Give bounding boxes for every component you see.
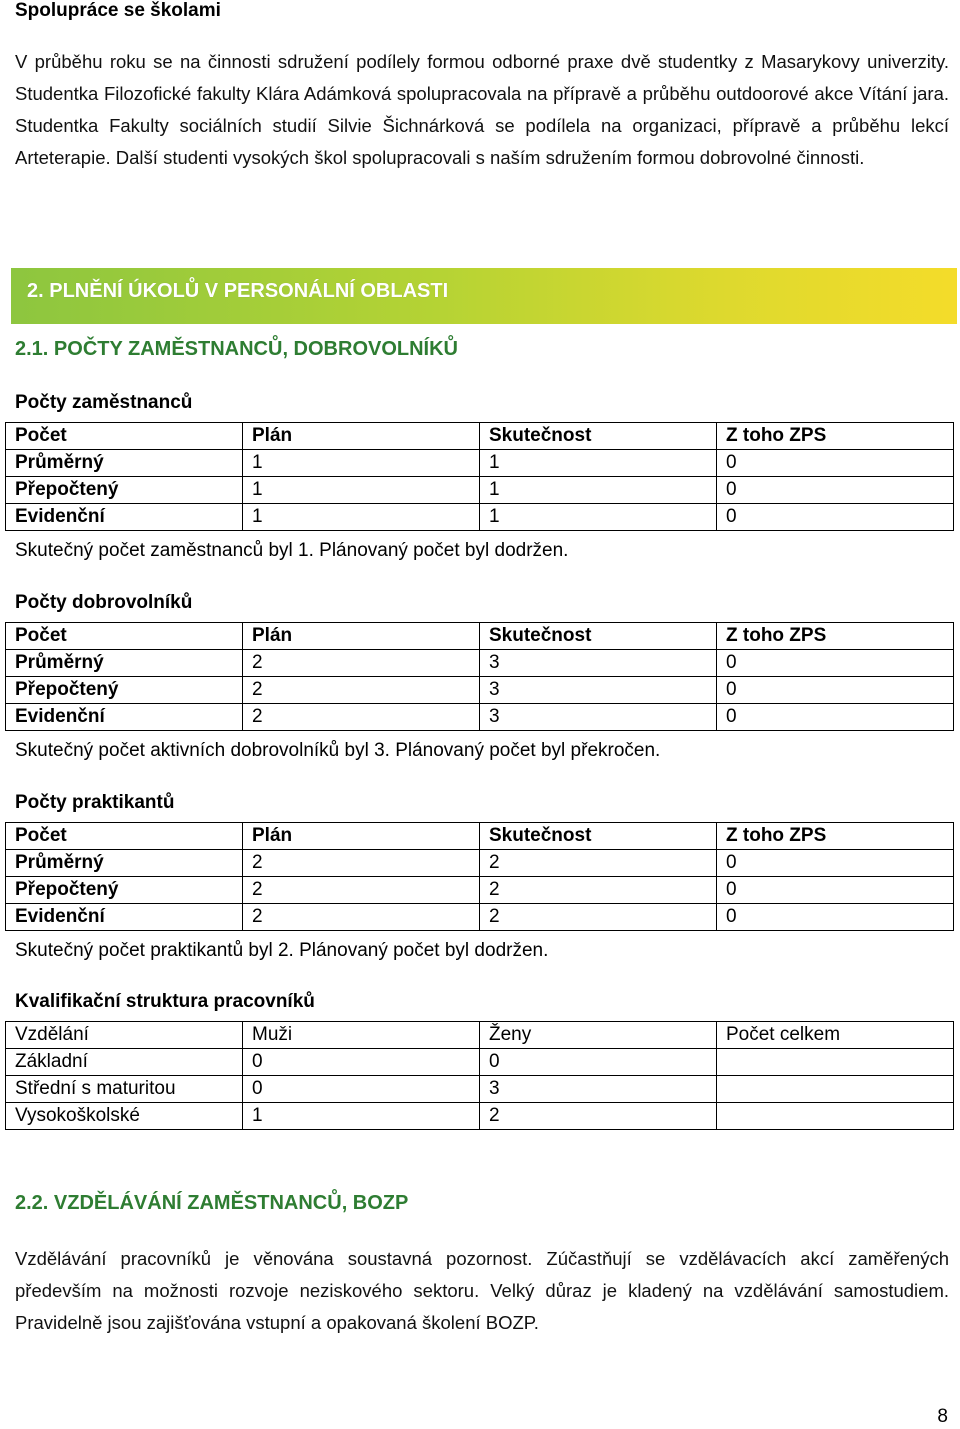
table-row <box>6 477 954 504</box>
row-label: Evidenční <box>6 504 243 531</box>
table-header-row <box>6 623 954 650</box>
section-2-2-title: 2.2. VZDĚLÁVÁNÍ ZAMĚSTNANCŮ, BOZP <box>15 1192 409 1214</box>
table-cell: 0 <box>717 477 954 504</box>
table-cell: 3 <box>480 704 717 731</box>
table-row <box>6 850 954 877</box>
table-cell: 1 <box>480 504 717 531</box>
table-cell: 0 <box>717 677 954 704</box>
table-cell: 0 <box>480 1049 717 1076</box>
row-label: Střední s maturitou <box>6 1076 243 1103</box>
table-row <box>6 704 954 731</box>
row-label: Průměrný <box>6 850 243 877</box>
employees-label: Počty zaměstnanců <box>15 392 193 413</box>
row-label: Základní <box>6 1049 243 1076</box>
table-row <box>6 1049 954 1076</box>
header-cell: Plán <box>243 623 480 650</box>
banner-title: 2. PLNĚNÍ ÚKOLŮ V PERSONÁLNÍ OBLASTI <box>27 280 449 302</box>
table-cell: 2 <box>243 877 480 904</box>
header-cell: Skutečnost <box>480 823 717 850</box>
table-cell: 0 <box>243 1076 480 1103</box>
table-row <box>6 450 954 477</box>
row-label: Průměrný <box>6 450 243 477</box>
table-cell: 2 <box>480 904 717 931</box>
table-cell: 0 <box>717 850 954 877</box>
row-label: Evidenční <box>6 704 243 731</box>
table-row <box>6 504 954 531</box>
table-cell: 2 <box>480 877 717 904</box>
table-cell: 3 <box>480 1076 717 1103</box>
header-cell: Ženy <box>480 1022 717 1049</box>
table-cell: 0 <box>717 904 954 931</box>
header-cell: Počet <box>6 823 243 850</box>
trainees-label: Počty praktikantů <box>15 792 175 813</box>
trainees-table <box>5 822 954 931</box>
header-cell: Z toho ZPS <box>717 823 954 850</box>
table-cell: 0 <box>717 450 954 477</box>
intro-heading: Spolupráce se školami <box>15 0 221 21</box>
table-cell: 1 <box>480 450 717 477</box>
table-row <box>6 877 954 904</box>
page-number: 8 <box>937 1406 948 1427</box>
header-cell: Z toho ZPS <box>717 423 954 450</box>
table-row <box>6 677 954 704</box>
table-cell <box>717 1049 954 1076</box>
table-cell: 0 <box>717 704 954 731</box>
volunteers-note: Skutečný počet aktivních dobrovolníků byl 3. Plánovaný počet byl překročen. <box>15 740 661 761</box>
trainees-note: Skutečný počet praktikantů byl 2. Plánovaný počet byl dodržen. <box>15 940 549 961</box>
header-cell: Z toho ZPS <box>717 623 954 650</box>
table-header-row <box>6 823 954 850</box>
row-label: Vysokoškolské <box>6 1103 243 1130</box>
qualification-table <box>5 1021 954 1130</box>
table-cell: 2 <box>243 677 480 704</box>
row-label: Evidenční <box>6 904 243 931</box>
table-cell: 2 <box>243 904 480 931</box>
row-label: Přepočtený <box>6 677 243 704</box>
section-2-1-title: 2.1. POČTY ZAMĚSTNANCŮ, DOBROVOLNÍKŮ <box>15 338 458 360</box>
row-label: Přepočtený <box>6 877 243 904</box>
table-cell: 0 <box>717 877 954 904</box>
table-cell: 2 <box>243 850 480 877</box>
table-cell: 1 <box>243 1103 480 1130</box>
table-cell: 1 <box>480 477 717 504</box>
header-cell: Počet celkem <box>717 1022 954 1049</box>
employees-table <box>5 422 954 531</box>
table-cell: 0 <box>243 1049 480 1076</box>
table-cell <box>717 1103 954 1130</box>
table-cell: 1 <box>243 504 480 531</box>
table-row <box>6 1103 954 1130</box>
table-cell: 2 <box>243 650 480 677</box>
table-header-row <box>6 423 954 450</box>
table-header-row <box>6 1022 954 1049</box>
header-cell: Plán <box>243 423 480 450</box>
header-cell: Počet <box>6 423 243 450</box>
table-cell: 0 <box>717 504 954 531</box>
intro-paragraph: V průběhu roku se na činnosti sdružení podílely formou odborné praxe dvě studentky z Masarykovy univerzity. Studentka Filozofické fakulty Klára Adámková spolupracovala na přípravě a průběhu outdoorové akce Vítání jara. Studentka Fakulty sociálních studií Silvie Šichnárková se podílela na organizaci, přípravě a průběhu lekcí Arteterapie. Další studenti vysokých škol spolupracovali s naším sdružením formou dobrovolné činnosti. <box>15 51 949 168</box>
row-label: Průměrný <box>6 650 243 677</box>
table-cell: 2 <box>480 850 717 877</box>
employees-note: Skutečný počet zaměstnanců byl 1. Plánovaný počet byl dodržen. <box>15 540 569 561</box>
table-row <box>6 650 954 677</box>
table-cell: 3 <box>480 677 717 704</box>
header-cell: Počet <box>6 623 243 650</box>
section-2-2-paragraph: Vzdělávání pracovníků je věnována soustavná pozornost. Zúčastňují se vzdělávacích akcí zaměřených především na možnosti rozvoje neziskového sektoru. Velký důraz je kladený na vzdělávání samostudiem. Pravidelně jsou zajišťována vstupní a opakovaná školení BOZP. <box>15 1248 949 1333</box>
header-cell: Skutečnost <box>480 623 717 650</box>
header-cell: Vzdělání <box>6 1022 243 1049</box>
volunteers-table <box>5 622 954 731</box>
table-cell: 2 <box>480 1103 717 1130</box>
qualification-label: Kvalifikační struktura pracovníků <box>15 991 315 1012</box>
table-cell: 1 <box>243 477 480 504</box>
table-cell: 0 <box>717 650 954 677</box>
table-cell: 2 <box>243 704 480 731</box>
header-cell: Skutečnost <box>480 423 717 450</box>
table-cell: 1 <box>243 450 480 477</box>
header-cell: Muži <box>243 1022 480 1049</box>
header-cell: Plán <box>243 823 480 850</box>
row-label: Přepočtený <box>6 477 243 504</box>
table-row <box>6 1076 954 1103</box>
table-cell: 3 <box>480 650 717 677</box>
volunteers-label: Počty dobrovolníků <box>15 592 193 613</box>
table-cell <box>717 1076 954 1103</box>
section-banner <box>11 268 957 324</box>
table-row <box>6 904 954 931</box>
